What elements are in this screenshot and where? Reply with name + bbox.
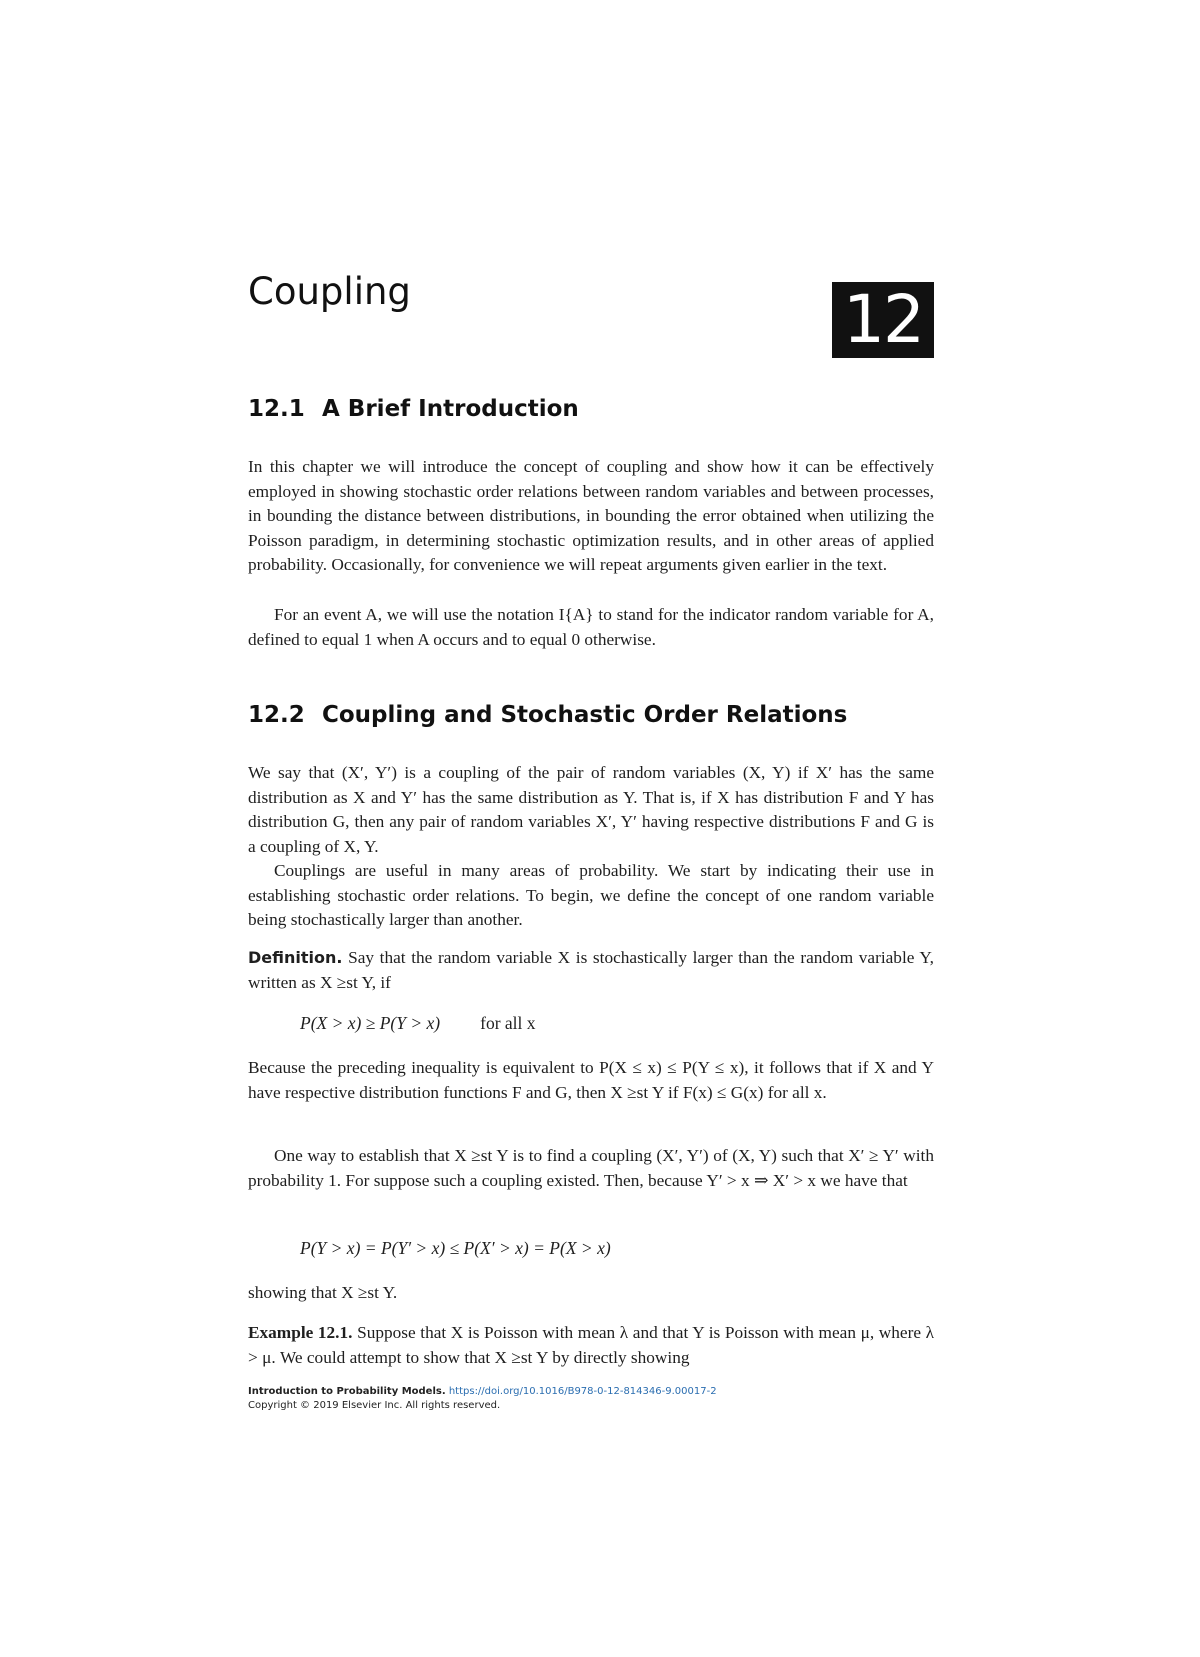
definition-label: Definition. [248, 948, 343, 967]
example-label: Example 12.1. [248, 1323, 353, 1342]
section-title: A Brief Introduction [322, 396, 579, 422]
footer-book-title: Introduction to Probability Models. [248, 1386, 446, 1397]
paragraph-coupling-definition: We say that (X′, Y′) is a coupling of the pair of random variables (X, Y) if X′ has the same distribution as X and Y′ has the same distribution as Y. That is, if X has distribution F and Y has distribution G, then any pair of random variables X′, Y′ having respective distributions F and G is a coupling of X, Y. [248, 763, 934, 856]
paragraph-showing: showing that X ≥st Y. [248, 1283, 398, 1302]
section-heading-12-1 [248, 396, 579, 422]
paragraph-intro: In this chapter we will introduce the concept of coupling and show how it can be effectively employed in showing stochastic order relations between random variables and between processes, in bounding the distance between distributions, in bounding the error obtained when utilizing the Poisson paradigm, in determining stochastic optimization results, and in other areas of applied probability. Occasionally, for convenience we will repeat arguments given earlier in the text. [248, 457, 934, 575]
chapter-title: Coupling [248, 270, 411, 313]
section-number: 12.2 [248, 702, 305, 728]
equation-stochastic-order [300, 1013, 536, 1034]
definition-block [248, 946, 934, 995]
section-heading-12-2 [248, 702, 847, 728]
section-title: Coupling and Stochastic Order Relations [322, 702, 848, 728]
section-number: 12.1 [248, 396, 305, 422]
definition-text: Say that the random variable X is stochastically larger than the random variable Y, written as X ≥st Y, if [248, 948, 934, 992]
example-text: Suppose that X is Poisson with mean λ and that Y is Poisson with mean μ, where λ > μ. We could attempt to show that X ≥st Y by directly showing [248, 1323, 934, 1367]
paragraph-indicator-notation: For an event A, we will use the notation I{A} to stand for the indicator random variable for A, defined to equal 1 when A occurs and to equal 0 otherwise. [248, 605, 934, 649]
page-footer [248, 1385, 717, 1413]
footer-copyright: Copyright © 2019 Elsevier Inc. All rights reserved. [248, 1400, 501, 1411]
example-block [248, 1321, 934, 1370]
paragraph-equivalent-inequality: Because the preceding inequality is equivalent to P(X ≤ x) ≤ P(Y ≤ x), it follows that if X and Y have respective distribution functions F and G, then X ≥st Y if F(x) ≤ G(x) for all x. [248, 1058, 934, 1102]
paragraph-couplings-useful: Couplings are useful in many areas of probability. We start by indicating their use in establishing stochastic order relations. To begin, we define the concept of one random variable being stochastically larger than another. [248, 861, 934, 930]
equation-condition: for all x [480, 1013, 536, 1033]
paragraph-coupling-method: One way to establish that X ≥st Y is to find a coupling (X′, Y′) of (X, Y) such that X′ ≥ Y′ with probability 1. For suppose such a coupling existed. Then, because Y′ > x ⇒ X′ > x we have that [248, 1146, 934, 1190]
footer-source-line [248, 1385, 717, 1399]
chapter-number-badge: 12 [832, 282, 934, 358]
equation-lhs: P(X > x) ≥ P(Y > x) [300, 1013, 441, 1033]
equation-coupling-chain: P(Y > x) = P(Y′ > x) ≤ P(X′ > x) = P(X > x) [300, 1238, 611, 1258]
footer-doi-link[interactable]: https://doi.org/10.1016/B978-0-12-814346-9.00017-2 [448, 1386, 717, 1397]
